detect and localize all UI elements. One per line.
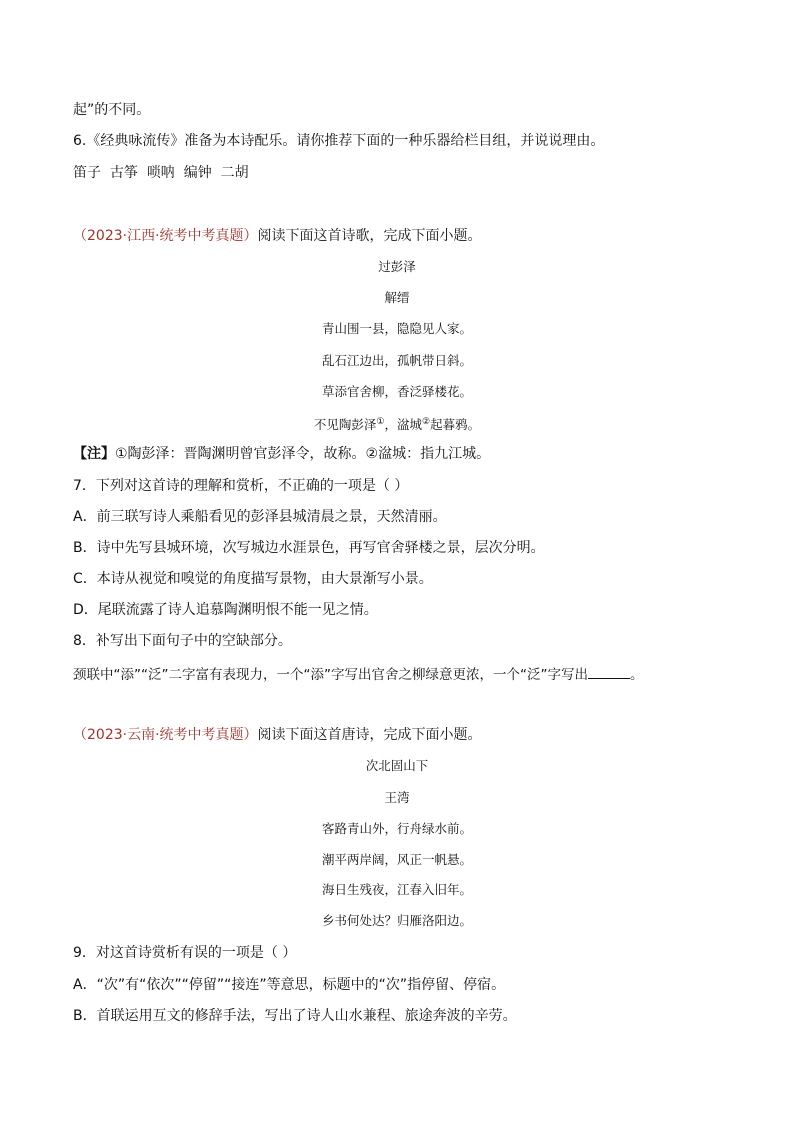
fill-end: 。 [629, 667, 644, 683]
source-open: （ [73, 228, 87, 244]
answer-blank [588, 664, 630, 679]
poem-line: 海日生残夜，江春入旧年。 [321, 882, 472, 897]
option-d: D．尾联流露了诗人追慕陶渊明恨不能一见之情。 [73, 602, 378, 618]
poem-line: 青山围一县，隐隐见人家。 [321, 321, 472, 336]
poem-line [0, 414, 794, 433]
option-a: A．“次”有“依次”“停留”“接连”等意思，标题中的“次”指停留、停宿。 [73, 977, 506, 993]
section-intro: 阅读下面这首唐诗，完成下面小题。 [257, 727, 482, 743]
poem-line: 客路青山外，行舟绿水前。 [321, 821, 472, 836]
note-mark: ① [376, 417, 385, 427]
source-close: ） [243, 727, 258, 743]
option-c: C．本诗从视觉和嗅觉的角度描写景物，由大景渐写小景。 [73, 571, 433, 587]
poem-text: ，湓城 [384, 417, 422, 433]
poem-author: 解缙 [384, 290, 410, 305]
fill-text: 颈联中“添”“泛”二字富有表现力，一个“添”字写出官舍之柳绿意更浓，一个“泛”字写出 [73, 667, 588, 683]
source-open: （ [73, 727, 87, 743]
poem-title: 次北固山下 [365, 758, 429, 773]
poem-line: 潮平两岸阔，风正一帆悬。 [321, 852, 472, 867]
option-b: B．首联运用互文的修辞手法，写出了诗人山水兼程、旅途奔波的辛劳。 [73, 1008, 517, 1024]
question-9: 9．对这首诗赏析有误的一项是（ ） [73, 945, 297, 961]
poem-title: 过彭泽 [378, 259, 416, 274]
poem-note [73, 445, 490, 463]
section-intro: 阅读下面这首诗歌，完成下面小题。 [257, 228, 482, 244]
question-8-text [73, 664, 643, 684]
source-tag: 2023·江西·统考中考真题 [87, 228, 244, 244]
poem-line: 乡书何处达？归雁洛阳边。 [321, 913, 472, 928]
source-tag: 2023·云南·统考中考真题 [87, 727, 244, 743]
section-2-header [73, 726, 482, 744]
poem-text: 不见陶彭泽 [313, 417, 377, 433]
question-7: 7．下列对这首诗的理解和赏析，不正确的一项是（ ） [73, 478, 409, 494]
note-mark: ② [422, 417, 431, 427]
section-1-header [73, 227, 482, 245]
poem-line: 乱石江边出，孤帆带日斜。 [321, 353, 472, 368]
source-close: ） [243, 228, 258, 244]
poem-text: 起暮鸦。 [430, 417, 481, 433]
instrument-list: 笛子 古筝 唢呐 编钟 二胡 [73, 165, 249, 181]
question-8: 8．补写出下面句子中的空缺部分。 [73, 633, 292, 649]
poem-author: 王湾 [384, 790, 410, 805]
option-b: B．诗中先写县城环境，次写城边水涯景色，再写官舍驿楼之景，层次分明。 [73, 540, 545, 556]
note-text: ①陶彭泽：晋陶渊明曾官彭泽令，故称。②湓城：指九江城。 [115, 446, 491, 462]
poem-line: 草添官舍柳，香泛驿楼花。 [321, 384, 472, 399]
question-fragment: 起”的不同。 [73, 102, 151, 118]
option-a: A．前三联写诗人乘船看见的彭泽县城清晨之景，天然清丽。 [73, 509, 447, 525]
question-6: 6.《经典咏流传》准备为本诗配乐。请你推荐下面的一种乐器给栏目组，并说说理由。 [73, 133, 605, 149]
note-label: 【注】 [73, 446, 115, 462]
